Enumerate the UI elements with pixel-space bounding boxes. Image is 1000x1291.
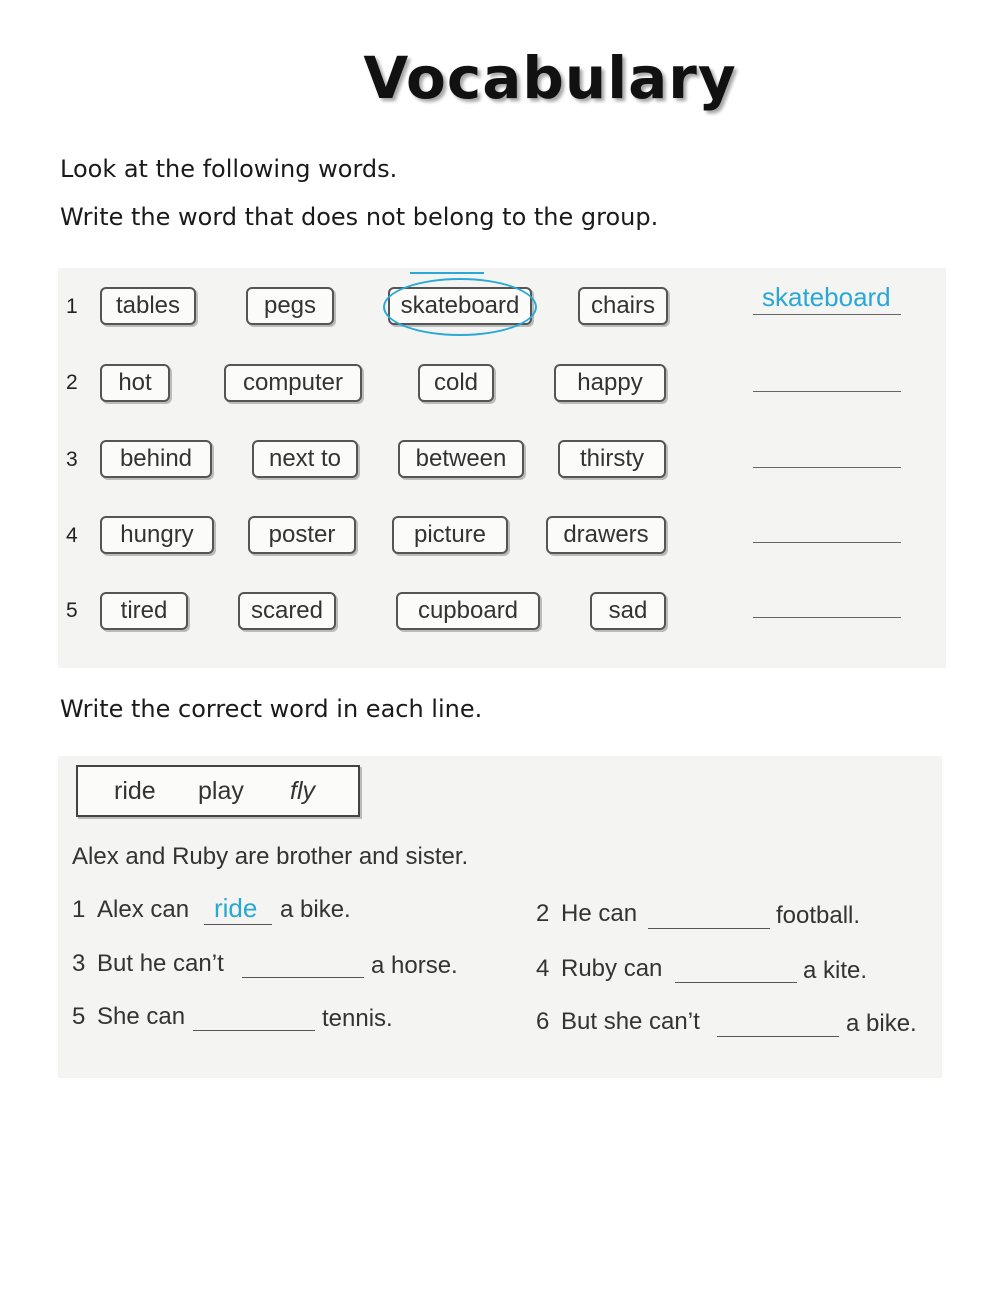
instruction-write-correct-word: Write the correct word in each line. <box>60 695 483 723</box>
word-bank-item: play <box>198 777 244 805</box>
word-box: chairs <box>578 287 668 325</box>
word-box: happy <box>554 364 666 402</box>
answer-text[interactable]: skateboard <box>762 282 891 312</box>
word-box: sad <box>590 592 666 630</box>
word-box: cupboard <box>396 592 540 630</box>
sentence-after: a horse. <box>371 952 458 979</box>
answer-line[interactable] <box>753 467 901 468</box>
sentence-after: tennis. <box>322 1005 393 1032</box>
answer-blank[interactable] <box>242 977 364 978</box>
sentence-before: He can <box>561 900 638 927</box>
sentence-after: a bike. <box>846 1010 917 1037</box>
answer-text[interactable]: ride <box>214 893 258 923</box>
word-box: pegs <box>246 287 334 325</box>
word-bank <box>76 765 360 817</box>
answer-blank[interactable] <box>648 928 770 929</box>
sentence-number: 3 <box>72 950 86 977</box>
row-number: 2 <box>66 371 78 394</box>
answer-line[interactable] <box>753 314 901 315</box>
sentence-number: 4 <box>536 955 550 982</box>
sentence-after: football. <box>776 902 861 929</box>
sentence-before: Alex can <box>97 896 190 923</box>
instruction-look: Look at the following words. <box>60 155 398 183</box>
sentence-number: 5 <box>72 1003 86 1030</box>
sentence-before: She can <box>97 1003 186 1030</box>
row-number: 1 <box>66 295 78 318</box>
page-title: Vocabulary <box>363 44 737 112</box>
sentence-after: a kite. <box>803 957 868 984</box>
word-box: computer <box>224 364 362 402</box>
sentence-number: 1 <box>72 896 86 923</box>
answer-blank[interactable] <box>193 1030 315 1031</box>
word-box: picture <box>392 516 508 554</box>
word-box: next to <box>252 440 358 478</box>
row-number: 5 <box>66 599 78 622</box>
answer-blank[interactable] <box>717 1036 839 1037</box>
instruction-write-odd-word: Write the word that does not belong to the group. <box>60 203 659 231</box>
word-box: tables <box>100 287 196 325</box>
intro-sentence: Alex and Ruby are brother and sister. <box>72 843 469 870</box>
word-box: tired <box>100 592 188 630</box>
word-box: behind <box>100 440 212 478</box>
word-box: hot <box>100 364 170 402</box>
word-box: drawers <box>546 516 666 554</box>
sentence-number: 2 <box>536 900 550 927</box>
word-box: cold <box>418 364 494 402</box>
sentence-before: Ruby can <box>561 955 663 982</box>
word-box: poster <box>248 516 356 554</box>
word-box: hungry <box>100 516 214 554</box>
sentence-before: But she can’t <box>561 1008 700 1035</box>
word-bank-item: ride <box>114 777 156 805</box>
word-box: thirsty <box>558 440 666 478</box>
sentence-before: But he can’t <box>97 950 224 977</box>
word-box: scared <box>238 592 336 630</box>
answer-blank[interactable] <box>204 924 272 925</box>
row-number: 4 <box>66 524 78 547</box>
answer-circle-mark <box>410 272 484 274</box>
sentence-after: a bike. <box>280 896 351 923</box>
answer-blank[interactable] <box>675 982 797 983</box>
row-number: 3 <box>66 448 78 471</box>
odd-one-out-panel <box>58 268 946 668</box>
sentence-number: 6 <box>536 1008 550 1035</box>
word-box: skateboard <box>388 287 532 325</box>
answer-line[interactable] <box>753 391 901 392</box>
answer-line[interactable] <box>753 617 901 618</box>
word-box: between <box>398 440 524 478</box>
word-bank-item: fly <box>290 777 315 805</box>
answer-line[interactable] <box>753 542 901 543</box>
